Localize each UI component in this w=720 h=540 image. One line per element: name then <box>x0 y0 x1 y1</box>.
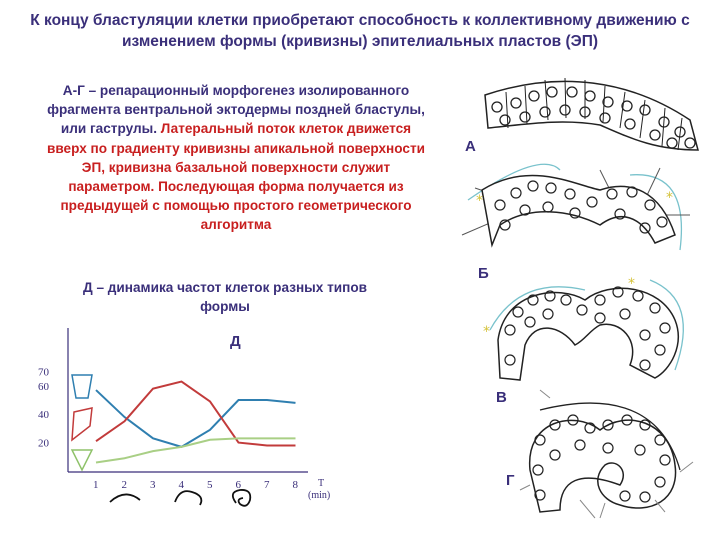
parallelogram-cell-icon <box>72 408 92 440</box>
chart-title: Д <box>230 333 241 350</box>
trapezoid-cell-icon <box>72 375 92 398</box>
svg-text:*: * <box>628 276 635 292</box>
x-axis-unit-min: (min) <box>308 490 331 501</box>
description-part2: Латеральный поток клеток движется вверх по градиенту кривизны апикальной поверхности ЭП, кривизна базальной поверхности служит параметром. Последующая форма получается из предыдущей с помощью простого геометрического алгоритма <box>47 121 425 233</box>
x-tick-label: 8 <box>292 479 298 491</box>
x-tick-label: 1 <box>93 479 99 491</box>
panel-label-g: Г <box>506 472 515 489</box>
description-part1: А-Г – репарационный морфогенез изолированного фрагмента вентральной эктодермы поздней бластулы, или гаструлы. <box>47 83 425 137</box>
svg-text:*: * <box>666 190 673 206</box>
triangle-cell-icon <box>72 450 92 470</box>
y-tick-label: 70 <box>38 366 49 379</box>
x-tick-label: 6 <box>235 479 241 491</box>
chart-caption: Д – динамика частот клеток разных типов формы <box>83 280 367 314</box>
series-line-2 <box>96 382 296 446</box>
panel-label-a: А <box>465 138 476 155</box>
spiral-shape-icon <box>233 490 250 506</box>
x-tick-label: 3 <box>150 479 156 491</box>
svg-text:*: * <box>483 324 490 340</box>
x-tick-label: 5 <box>207 479 213 491</box>
x-tick-label: 7 <box>264 479 270 491</box>
panel-label-b: Б <box>478 265 489 282</box>
x-axis-unit-t: T <box>318 478 325 489</box>
arc-shape-2-icon <box>175 491 201 505</box>
x-tick-label: 2 <box>121 479 127 491</box>
x-tick-label: 4 <box>178 479 184 491</box>
y-tick-label: 60 <box>38 380 49 393</box>
y-tick-label: 40 <box>38 409 49 422</box>
series-line-3 <box>96 438 296 462</box>
svg-text:*: * <box>476 193 483 209</box>
slide-title: К концу бластуляции клетки приобретают способность к коллективному движению с изменением формы (кривизны) эпителиальных пластов (ЭП) <box>30 12 690 50</box>
y-tick-label: 20 <box>38 437 49 450</box>
panel-label-v: В <box>496 389 507 406</box>
arc-shape-1-icon <box>110 494 140 502</box>
